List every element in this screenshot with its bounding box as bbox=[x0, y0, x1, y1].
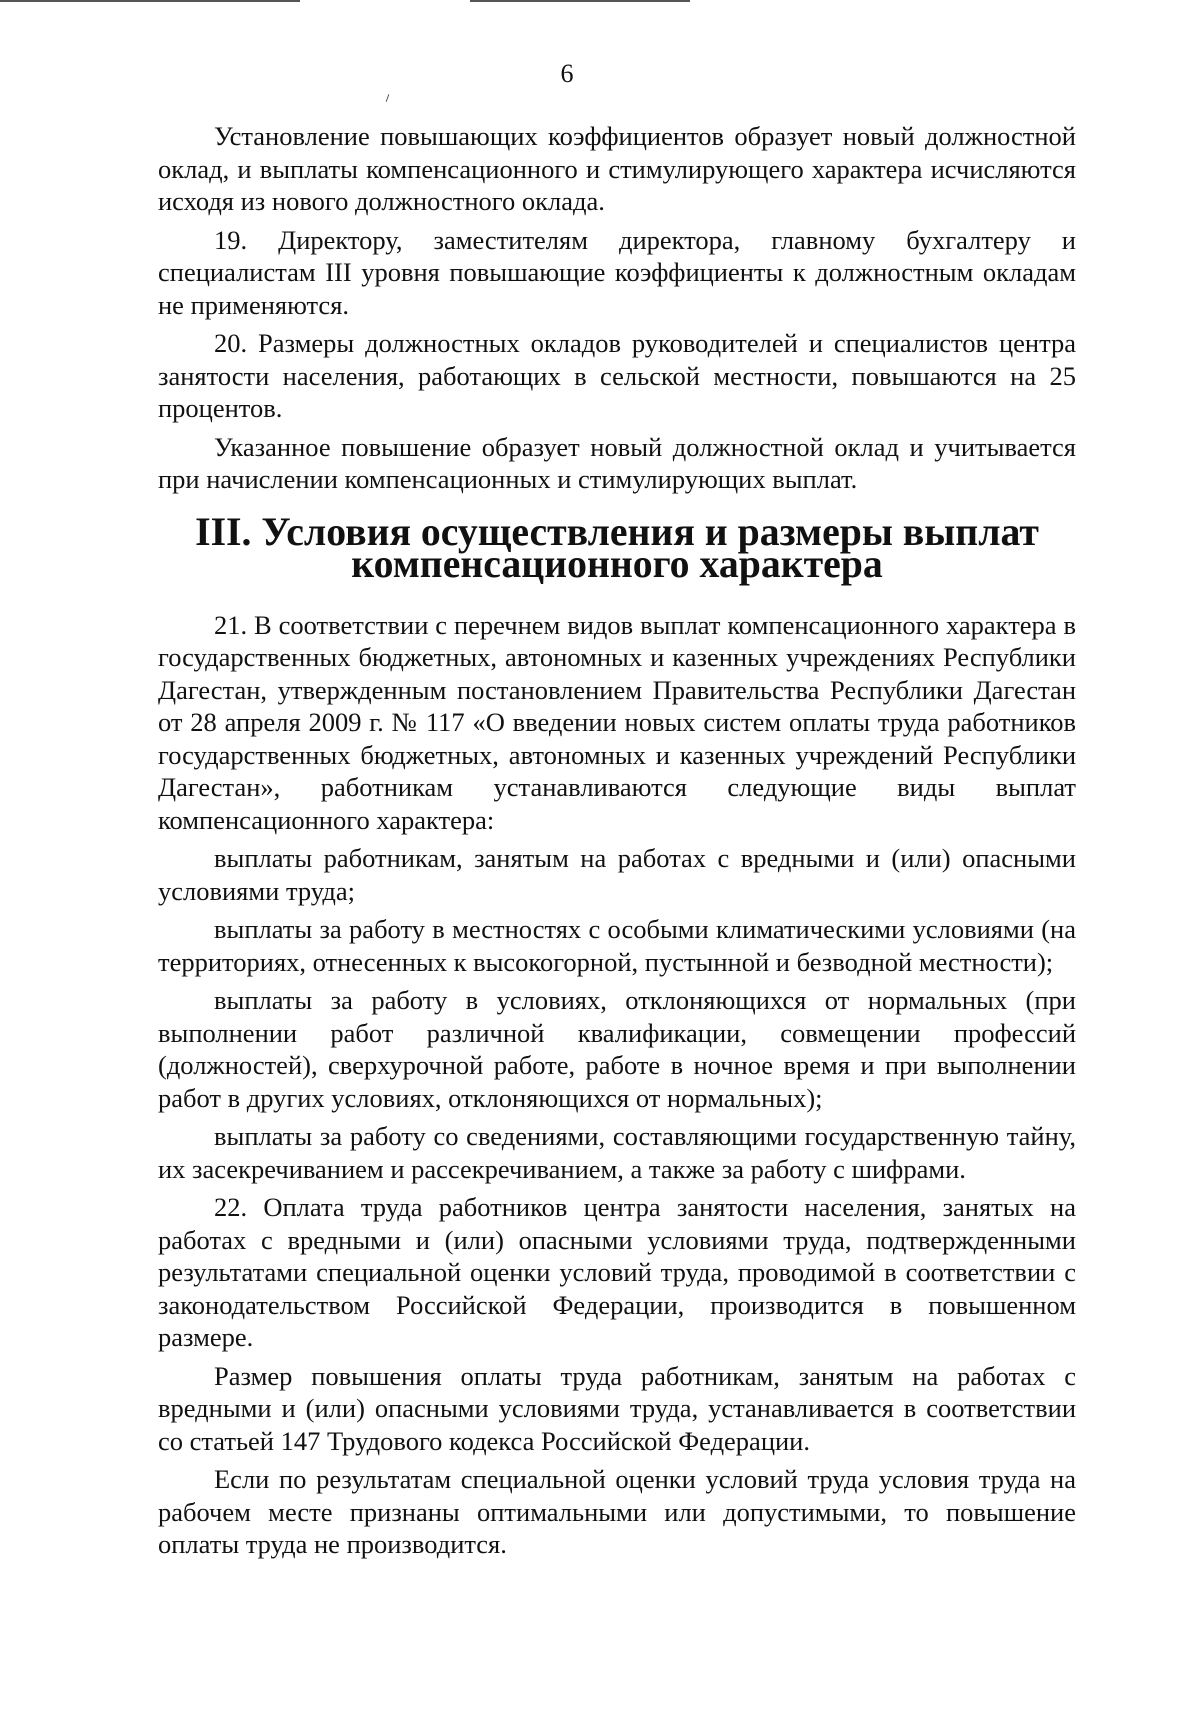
scan-artifact-top-line bbox=[0, 0, 300, 2]
list-item-harmful-conditions: выплаты работникам, занятым на работах с вредными и (или) опасными условиями труда; bbox=[158, 843, 1076, 906]
paragraph-22: 22. Оплата труда работников центра занятости населения, занятых на работах с вредными и (или) опасными условиями труда, подтвержденными результатами специальной оценки условий труда, проводимой в соответствии с законодательством Российской Федерации, производится в повышенном размере. bbox=[158, 1192, 1076, 1352]
paragraph-19: 19. Директору, заместителям директора, главному бухгалтеру и специалистам III уровня повышающие коэффициенты к должностным окладам не применяются. bbox=[158, 224, 1076, 320]
page-number: 6 bbox=[560, 59, 574, 88]
list-item-climatic-conditions: выплаты за работу в местностях с особыми климатическими условиями (на территориях, отнесенных к высокогорной, пустынной и безводной местности); bbox=[158, 914, 1076, 977]
scan-artifact-tick bbox=[386, 94, 390, 102]
section-heading-line-2: компенсационного характера bbox=[351, 542, 883, 586]
paragraph-21: 21. В соответствии с перечнем видов выплат компенсационного характера в государственных бюджетных, автономных и казенных учреждениях Республики Дагестан, утвержденным постановлением Правительства Республики Дагестан от 28 апреля 2009 г. № 117 «О введении новых систем оплаты труда работников государственных бюджетных, автономных и казенных учреждений Республики Дагестан», работникам устанавливаются следующие виды выплат компенсационного характера: bbox=[158, 609, 1076, 835]
list-item-abnormal-conditions: выплаты за работу в условиях, отклоняющихся от нормальных (при выполнении работ различной квалификации, совмещении профессий (должностей), сверхурочной работе, работе в ночное время и при выполнении работ в других условиях, отклоняющихся от нормальных); bbox=[158, 985, 1076, 1113]
document-body bbox=[158, 120, 1076, 1561]
paragraph-increase-note: Указанное повышение образует новый должностной оклад и учитывается при начислении компенсационных и стимулирующих выплат. bbox=[158, 431, 1076, 494]
paragraph-increase-size: Размер повышения оплаты труда работникам, занятым на работах с вредными и (или) опасными условиями труда, устанавливается в соответствии со статьей 147 Трудового кодекса Российской Федерации. bbox=[158, 1360, 1076, 1456]
paragraph-no-increase: Если по результатам специальной оценки условий труда условия труда на рабочем месте признаны оптимальными или допустимыми, то повышение оплаты труда не производится. bbox=[158, 1464, 1076, 1559]
list-item-state-secret: выплаты за работу со сведениями, составляющими государственную тайну, их засекречиванием и рассекречиванием, а также за работу с шифрами. bbox=[158, 1121, 1076, 1184]
scan-artifact-top-line-right bbox=[470, 0, 690, 2]
section-heading-line-1: III. Условия осуществления и размеры выплат bbox=[195, 509, 1039, 554]
section-heading bbox=[158, 509, 1076, 586]
paragraph-20: 20. Размеры должностных окладов руководителей и специалистов центра занятости населения, работающих в сельской местности, повышаются на 25 процентов. bbox=[158, 328, 1076, 423]
paragraph-coefficients-new-salary: Установление повышающих коэффициентов образует новый должностной оклад, и выплаты компенсационного и стимулирующего характера исчисляются исходя из нового должностного оклада. bbox=[158, 121, 1076, 216]
